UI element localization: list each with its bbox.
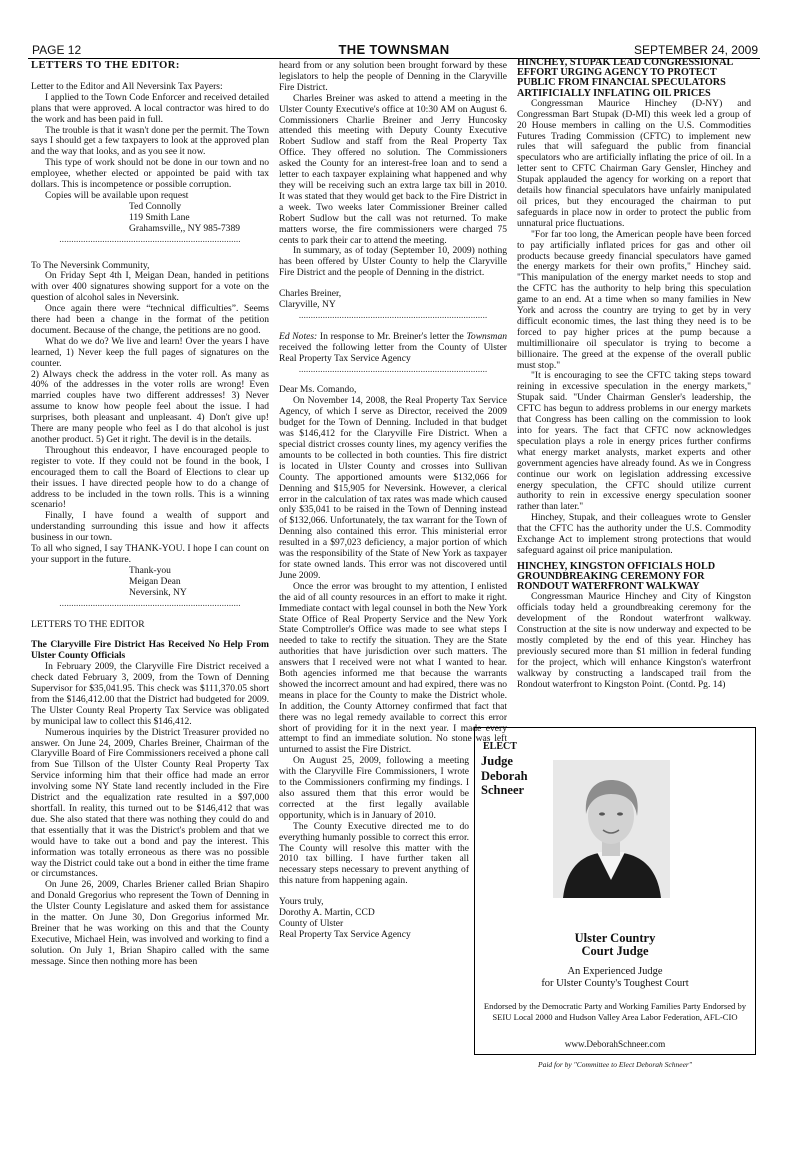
letter-paragraph: On June 26, 2009, Charles Briener called Brian Shapiro and Donald Gregorius who represent the Town of Denning in the Ulster County Legislature and asked them for assistance in the matter. On June 30, Don Gregorius informed Mr. Breiner that he was working on this and that the County Executive, Michael Hein, was involved and working to find a solution. On July 1, Brian Shapiro called with the same message. Since then nothing more has been [31,879,269,967]
separator: ............................................................................ [59,234,241,245]
candidate-position: Ulster Country Court Judge [574,931,656,958]
letter-paragraph: On November 14, 2008, the Real Property Tax Service Agency, of which I serve as Director, received the 2009 budget for the Town of Denning. Included in that budget was $146,412 for the Claryville Fire District. When a special district crosses county lines, my agency verifies the amounts to be collected in both counties. This fire district is located in Ulster County and crosses into Sullivan County. The apportioned amounts were $132,066 for Denning and $15,905 for Neversink. However, a clerical error in the calculation of tax rates was made which caused only $35,041 to be raised in the Town of Denning instead of $132,066. Unfortunately, the tax warrant for the Town of Denning also contained this error. This ministerial error resulted in a $97,023 deficiency, a major portion of which was the responsibility of the State of New York as taxpayer for state owned lands. This error was not discovered until June 2009. [279,395,507,581]
signature-line: Meigan Dean [129,575,181,587]
signature-line: Claryville, NY [279,299,336,311]
article-paragraph: Congressman Maurice Hinchey (D-NY) and Congressman Bart Stupak (D-MI) this week led a group of 20 House members in calling on the U.S. Commodities Futures Trading Commission (CFTC) to implement new rules that will safeguard the public from financial speculators who are artificially inflating the price of oil. In a letter sent to CFTC Chairman Gary Gensler, Hinchey and Stupak applauded the agency for working on a report that details how financial speculators have unfairly manipulated oil prices, but they encouraged the chairman to put safeguards in place now in order to protect the public from unnatural price fluctuations. [517,97,751,229]
campaign-ad [474,727,756,1069]
article-headline: HINCHEY, STUPAK LEAD CONGRESSIONAL EFFORT URGING AGENCY TO PROTECT PUBLIC FROM FINANCIAL SPECULATORS ARTIFICIALLY INFLATING OIL PRICES [517,57,733,99]
column-1 [31,61,269,968]
letter-paragraph: I applied to the Town Code Enforcer and received detailed plans that were approved. A local contractor was hired to do the work and has been paid in full. [31,91,269,125]
letter-paragraph: Throughout this endeavor, I have encouraged people to register to vote. If they could not be found in the book, I encouraged them to call the Board of Elections to clear up their issues. I have directed people how to do a change of address to be included in the town rolls. This is a winning scenario! [31,444,269,511]
ad-disclaimer: Paid for by "Committee to Elect Deborah Schneer" [538,1060,692,1069]
signature-line: Ted Connolly [129,200,182,212]
signature-line: Grahamsville,, NY 985-7389 [129,222,241,234]
column-2 [279,61,507,941]
page-number: PAGE 12 [32,43,82,57]
signature-line: Thank-you [129,564,171,576]
letter-paragraph: The trouble is that it wasn't done per the permit. The Town says I should get a few taxpayers to look at the approved plan and the way that looks, and as you see it now. [31,124,269,158]
letter-title: The Claryville Fire District Has Received No Help From Ulster County Officials [31,639,269,662]
editor-note: Ed Notes: In response to Mr. Breiner's letter the Townsman received the following letter from the County of Ulster Real Property Tax Service Agency [279,330,507,364]
letter-paragraph: Once the error was brought to my attention, I enlisted the aid of all county resources in an effort to make it right. Immediate contact with legal counsel in both the New York State Office of Real Property Service and the New York State Comptroller's Office was made to see what steps I needed to take to rectify the situation. They are the State authorities that have jurisdiction over such matters. The answers that I received were not what I wanted to hear. Both agencies informed me that because the warrants showed the incorrect amount and had expired, there was no means in place for the County to make the District whole. In addition, the County Attorney confirmed that fact that there was no legal remedy available to correct this error short of providing for it in the next year. I made every attempt to find an immediate solution. No stone was left unturned to assist the Fire District. [279,580,507,756]
letter-paragraph: Numerous inquiries by the District Treasurer provided no answer. On June 24, 2009, Charles Breiner, Chairman of the Claryville Board of Fire Commissioners received a phone call from Sue Tillson of the Ulster County Real Property Tax Service informing him that their office had made an error involving some NY State land recently included in the Fire District and the equalization rate resulted in a $97,000 shortfall. In reality, this turned out to be $146,412 that was due. She also stated that there was nothing they could do and that essentially that it was the District's problem and that we would have to take out a bond and pay the interest. This information was totally erroneous as there was no possible way the District could take out a bond in either the time frame or circumstances. [31,726,269,880]
separator: ............................................................................... [298,310,488,321]
separator: ............................................................................... [298,364,488,375]
ad-endorsements: Endorsed by the Democratic Party and Working Families Party Endorsed by SEIU Local 2000 and Hudson Valley Area Labor Federation, AFL-CIO [483,1001,747,1022]
letter-paragraph: Charles Breiner was asked to attend a meeting in the Ulster County Executive's office at 10:30 AM on August 6. Commissioners Charlie Breiner and Jerry Huncosky attended this meeting with Deputy County Executive Robert Sudlow and staff from the Real Property Tax Office. They offered no solution. The Commissioners asked the County for an interest-free loan and to send a letter to each taxpayer explaining what happened and why they will be receiving such an extra large tax bill in 2010. It was stated that they would get back to the Fire District in a week. Two weeks later Commissioner Breiner called Robert Sudlow but the call was not returned. To make matters worse, the fire commissioners were charged 75 cents to park their car to attend the meeting. [279,92,507,246]
separator: ............................................................................ [59,598,241,609]
editor-note-label: Ed Notes: [279,330,318,342]
signature-line: Neversink, NY [129,586,187,598]
letter-paragraph: What do we do? We live and learn! Over the years I have learned, 1) Never keep the full pages of signatures on the counter. [31,335,269,369]
letter-paragraph: Finally, I have found a wealth of support and understanding surrounding this issue and how it affects business in our town. [31,510,269,544]
letter-paragraph: On August 25, 2009, following a meeting with the Claryville Fire Commissioners, I wrote to the Commissioners confirming my findings. I also assured them that this error would be corrected at the first legally available opportunity, which is in January of 2010. [279,755,469,821]
letter-paragraph: On Friday Sept 4th I, Meigan Dean, handed in petitions with over 400 signatures showing support for a vote on the question of alcohol sales in Neversink. [31,270,269,304]
letter-closing: Yours truly, [279,896,324,908]
article-paragraph: "For far too long, the American people have been forced to pay artificially inflated prices for gas and other oil products because greedy financial speculators have gamed the energy markets for their own profits," Hinchey said. "This manipulation of the energy market needs to stop and the CFTC has the authority to help bring this speculation game to an end. At a time when so many families in New York and across the country are trying to get by in very difficult economic times, the last thing they need is to be forced to pay higher prices at the pump because a multimillionaire oil speculator is trying to become a billionaire. The greed at the expense of the overall public must stop." [517,228,751,371]
letter-paragraph: heard from or any solution been brought forward by these legislators to help the people of Denning in the Claryville Fire District. [279,60,507,93]
candidate-photo [553,760,670,898]
issue-date: SEPTEMBER 24, 2009 [633,43,758,57]
signature-line: 119 Smith Lane [129,211,190,223]
letter-paragraph: In February 2009, the Claryville Fire District received a check dated February 3, 2009, from the Town of Denning Supervisor for $35,041.95. This check was $111,370.05 short from the $146,412.00 that the District had budgeted for 2009. The Ulster County Real Property Tax Service was obligated by municipal law to collect this $146,412. [31,661,269,727]
section-heading: LETTERS TO THE EDITOR: [31,60,180,71]
signature-line: County of Ulster [279,917,344,929]
section-heading: LETTERS TO THE EDITOR [31,618,145,630]
letter-paragraph: In summary, as of today (September 10, 2009) nothing has been offered by Ulster County to help the Claryville Fire District and the people of Denning in the district. [279,245,507,279]
letter-paragraph: Copies will be available upon request [45,189,189,201]
signature-line: Real Property Tax Service Agency [279,928,411,940]
signature-line: Charles Breiner, [279,288,342,300]
ad-elect-label: ELECT [483,741,517,752]
letter-paragraph: Once again there were “technical difficulties”. Seems there had been a change in the format of the petition document. Because of the change, the petitions are no good. [31,303,269,336]
newspaper-name: THE TOWNSMAN [338,42,450,57]
letter-paragraph: This type of work should not be done in our town and no employee, whether elected or appointed be paid with tax dollars. This is incompetence or possible corruption. [31,157,269,191]
signature-line: Dorothy A. Martin, CCD [279,907,375,919]
article-paragraph: Congressman Maurice Hinchey and City of Kingston officials today held a groundbreaking ceremony for the development of the Rondout waterfront walkway. Construction at the site is now underway and expected to be mostly completed by the end of this year. Hinchey has previously secured more than $1 million in federal funding for the project, which will enhance Kingston's waterfront walkway by constructing a landscaped trail from the Rondout waterfront to Kingston Point. (Contd. Pg. 14) [517,591,751,690]
article-headline: HINCHEY, KINGSTON OFFICIALS HOLD GROUNDBREAKING CEREMONY FOR RONDOUT WATERFRONT WALKWAY [517,560,716,593]
candidate-name: Judge Deborah Schneer [481,754,528,797]
ad-tagline: An Experienced Judge for Ulster County's Toughest Court [541,966,689,989]
article-paragraph: Hinchey, Stupak, and their colleagues wrote to Gensler that the CFTC has the authority under the U.S. Commodity Exchange Act to implement strong protections that would safeguard against oil price manipulation. [517,512,751,556]
publication-name: Townsman [466,330,507,342]
letter-salutation: Letter to the Editor and All Neversink Tax Payers: [31,80,223,92]
column-3 [517,58,751,691]
letter-salutation: Dear Ms. Comando, [279,384,357,396]
ad-website-link[interactable]: www.DeborahSchneer.com [564,1039,666,1049]
article-paragraph: "It is encouraging to see the CFTC taking steps toward reining in excessive speculation in the energy markets," Stupak said. "Under Chairman Gensler's leadership, the CFTC has begun to address problems in our energy markets that Congress has been calling on the commission to look into for years. The fact that CFTC now acknowledges speculation plays a role in energy prices further confirms what energy market analysts, market experts and other government agencies have already found. As we in Congress continue our work on legislation addressing excessive energy speculation, the CFTC should utilize current authority to rein in excessive energy speculation sooner rather than later." [517,370,751,513]
letter-paragraph: To all who signed, I say THANK-YOU. I hope I can count on your support in the future. [31,543,269,565]
letter-paragraph: The County Executive directed me to do everything humanly possible to correct this error. The County will resolve this matter with the 2010 tax billing. I have further taken all necessary steps necessary to prevent anything of this nature from happening again. [279,820,469,887]
letter-salutation: To The Neversink Community, [31,259,150,271]
letter-paragraph: 2) Always check the address in the voter roll. As many as 40% of the addresses in the voter rolls are wrong! Even married couples have two different addresses! 3) Never assume to know how people feel about the issue. I had surprises, both pleasant and unpleasant. 4) Don't give up! There are many people who feel as I do that alcohol is just another product. 5) Get it right. The devil is in the details. [31,368,269,445]
